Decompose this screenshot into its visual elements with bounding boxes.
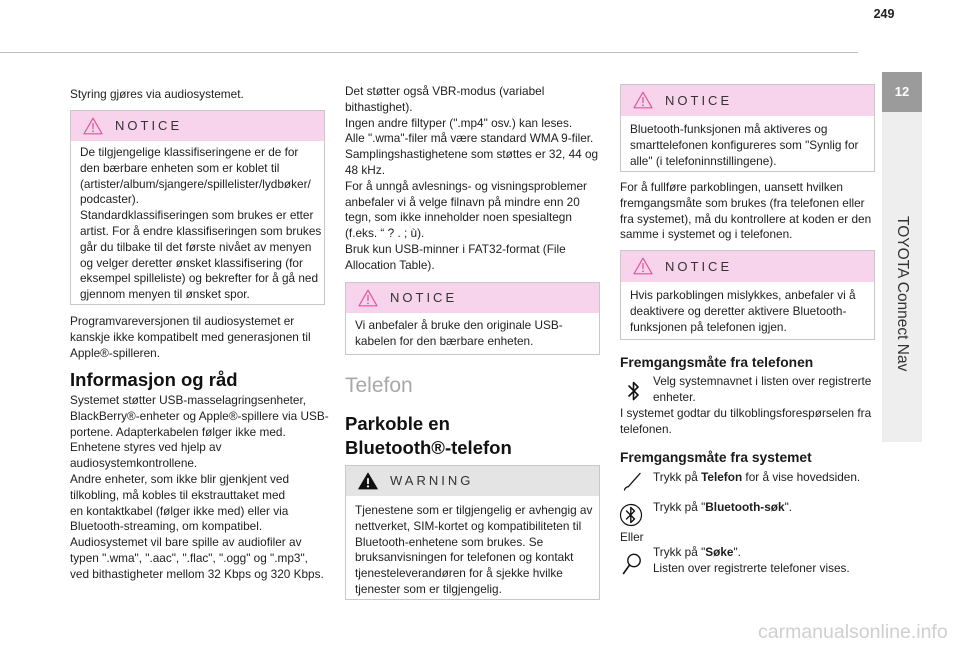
notice-body	[346, 313, 599, 350]
text-line: 48 kHz.	[345, 162, 385, 177]
top-rule	[0, 52, 858, 53]
tap-icon	[622, 471, 642, 491]
paragraph	[345, 84, 598, 274]
warning-line: tjenester som er tilgjengelig.	[355, 581, 502, 596]
text-line: enheter.	[653, 389, 696, 404]
text-line: ved bithastigheter mellom 32 Kbps og 320 Kbps.	[70, 566, 324, 581]
warning-line: tjenesteleverandøren for å sjekke hvilke	[355, 566, 563, 581]
notice-box	[620, 250, 875, 340]
text-run: Trykk på	[653, 470, 702, 484]
text-line	[653, 470, 860, 486]
text-run: Trykk på "	[653, 545, 706, 559]
subsection-title-line: Bluetooth®-telefon	[345, 437, 512, 458]
text-line: Audiosystemet vil bare spille av audiofiler av	[70, 535, 302, 550]
notice-label: NOTICE	[665, 93, 733, 108]
text-line: bithastighet).	[345, 99, 413, 114]
text-run: ".	[784, 500, 793, 514]
notice-header	[621, 251, 874, 282]
text-line: kanskje ikke kompatibelt med generasjonen til	[70, 329, 311, 344]
text-line: Styring gjøres via audiosystemet.	[70, 87, 244, 101]
notice-line: funksjonen på telefonen igjen.	[630, 319, 787, 334]
text-line: Allocation Table).	[345, 257, 435, 272]
procedure-heading: Fremgangsmåte fra telefonen	[620, 355, 814, 370]
text-line: Velg systemnavnet i listen over registrerte	[653, 374, 872, 388]
notice-label: NOTICE	[115, 118, 183, 133]
warning-header	[346, 466, 599, 496]
text-run: ".	[733, 545, 741, 559]
text-line: Apple®-spilleren.	[70, 345, 161, 360]
text-line	[653, 545, 850, 561]
text-line: Samplingshastighetene som støttes er 32, 44 og	[345, 147, 599, 162]
section-heading: Informasjon og råd	[70, 369, 238, 390]
notice-line: og velger deretter ønsket klassifisering (for	[80, 255, 303, 270]
procedure-step	[653, 545, 850, 577]
procedure-step	[653, 470, 860, 486]
procedure-heading: Fremgangsmåte fra systemet	[620, 450, 812, 465]
warning-line: Tjenestene som er tilgjengelig er avhengig av	[355, 503, 593, 517]
notice-line: eksempel spilleliste) og bekrefter for å gå ned	[80, 271, 319, 286]
watermark: carmanualsonline.info	[758, 621, 948, 643]
notice-line: artist. For å endre klassifiseringen som brukes	[80, 223, 322, 238]
notice-line: Bluetooth-funksjonen må aktiveres og	[630, 122, 828, 136]
notice-line: Standardklassifiseringen som brukes er etter	[80, 208, 314, 223]
text-line: Det støtter også VBR-modus (variabel	[345, 84, 545, 98]
text-line: For å fullføre parkoblingen, uansett hvilken	[620, 180, 843, 194]
paragraph	[70, 314, 311, 361]
text-line: fremgangsmåte som brukes (fra telefonen eller	[620, 195, 865, 210]
notice-line: går du tilbake til det første nivået av menyen	[80, 239, 312, 254]
notice-line: kabelen for den bærbare enheten.	[355, 333, 534, 348]
text-line: tilkobling, må kobles til ekstrauttaket med	[70, 487, 286, 502]
subsection-title-line: Parkoble en	[345, 413, 450, 434]
subsection-title	[345, 412, 512, 460]
bluetooth-search-icon	[619, 502, 643, 528]
text-line: Systemet støtter USB-masselagringsenheter,	[70, 393, 307, 407]
ui-term: Søke	[705, 545, 734, 559]
text-line: en kontaktkabel (følger ikke med) eller via	[70, 503, 289, 518]
warning-body	[346, 496, 599, 598]
notice-line: Vi anbefaler å bruke den originale USB-	[355, 318, 563, 332]
notice-line: De tilgjengelige klassifiseringene er de for	[80, 145, 299, 159]
text-line: samme i systemet og i telefonen.	[620, 227, 793, 242]
text-line: Bluetooth-streaming, om kompatibel.	[70, 519, 263, 534]
warning-box	[345, 465, 600, 600]
notice-label: NOTICE	[665, 259, 733, 274]
text-line: Alle ".wma"-filer må være standard WMA 9-filer.	[345, 131, 594, 146]
notice-box	[345, 282, 600, 355]
notice-line: den bærbare enheten som er koblet til	[80, 160, 280, 175]
paragraph	[70, 393, 329, 583]
notice-line: Hvis parkoblingen mislykkes, anbefaler vi å	[630, 288, 856, 302]
ui-term: Telefon	[701, 470, 743, 484]
notice-body	[71, 141, 324, 303]
notice-body	[621, 282, 874, 335]
chapter-title: TOYOTA Connect Nav	[894, 216, 911, 372]
text-line: Andre enheter, som ikke blir gjenkjent ved	[70, 471, 290, 486]
page-number: 249	[873, 7, 895, 21]
text-run: for å vise hovedsiden.	[742, 470, 861, 484]
text-line: (f.eks. “ ? . ; ù).	[345, 226, 425, 241]
text-line: Programvareversjonen til audiosystemet er	[70, 314, 295, 328]
intro-text	[70, 87, 244, 103]
warning-triangle-outline-icon	[633, 257, 653, 275]
notice-header	[346, 283, 599, 313]
bluetooth-icon	[626, 380, 642, 402]
text-line: Listen over registrerte telefoner vises.	[653, 560, 850, 575]
paragraph	[620, 180, 871, 243]
warning-label: WARNING	[390, 473, 474, 488]
text-line: For å unngå avlesnings- og visningsproblemer	[345, 178, 587, 193]
text-line	[653, 500, 792, 516]
text-line: I systemet godtar du tilkoblingsforespørselen fra	[620, 406, 872, 420]
notice-line: (artister/album/sjangere/spillelister/lydbøker/	[80, 176, 311, 191]
warning-triangle-outline-icon	[358, 289, 378, 307]
search-icon	[621, 552, 643, 576]
warning-triangle-filled-icon	[358, 472, 378, 490]
warning-line: nettverket, SIM-kortet og kompatibiliteten til	[355, 518, 582, 533]
warning-line: bruksanvisningen for telefonen og kontakt	[355, 550, 574, 565]
chapter-section-title: Telefon	[345, 374, 413, 397]
text-line: fra systemet), må du kontrollere at koden er den	[620, 211, 872, 226]
text-line: Ingen andre filtyper (".mp4" osv.) kan leses.	[345, 115, 573, 130]
notice-line: deaktivere og deretter aktivere Bluetooth-	[630, 303, 847, 318]
warning-line: Bluetooth-enhetene som brukes. Se	[355, 534, 544, 549]
notice-box	[70, 110, 325, 305]
notice-line: smarttelefonen konfigureres som "Synlig for	[630, 137, 859, 152]
procedure-step	[653, 374, 871, 406]
text-line: anbefaler vi å velge filnavn på mindre enn 20	[345, 194, 580, 209]
text-line: telefonen.	[620, 421, 672, 436]
text-line: BlackBerry®-enheter og Apple®-spillere via USB-	[70, 408, 329, 423]
paragraph	[620, 406, 871, 438]
text-line: Eller	[620, 530, 644, 544]
notice-line: alle" (i telefoninnstillingene).	[630, 153, 777, 168]
notice-label: NOTICE	[390, 290, 458, 305]
notice-header	[621, 85, 874, 116]
notice-line: gjennom menyen til ønsket spor.	[80, 287, 250, 302]
text-run: Trykk på "	[653, 500, 706, 514]
text-line: Bruk kun USB-minner i FAT32-format (File	[345, 241, 566, 256]
warning-triangle-outline-icon	[83, 117, 103, 135]
text-line: typen ".wma", ".aac", ".flac", ".ogg" og ".mp3",	[70, 550, 308, 565]
notice-box	[620, 84, 875, 172]
notice-header	[71, 111, 324, 141]
text-line: audiosystemkontrollene.	[70, 456, 198, 471]
procedure-step	[653, 500, 792, 516]
notice-line: podcaster).	[80, 192, 140, 207]
text-line: tegn, som ikke inneholder noen spesialtegn	[345, 210, 572, 225]
text-line: Enhetene styres ved hjelp av	[70, 440, 222, 455]
ui-term: Bluetooth-søk	[705, 500, 785, 514]
text-line: portene. Adapterkabelen følger ikke med.	[70, 424, 286, 439]
warning-triangle-outline-icon	[633, 91, 653, 109]
notice-body	[621, 116, 874, 169]
or-text	[620, 530, 644, 546]
chapter-tab: 12	[882, 72, 922, 112]
